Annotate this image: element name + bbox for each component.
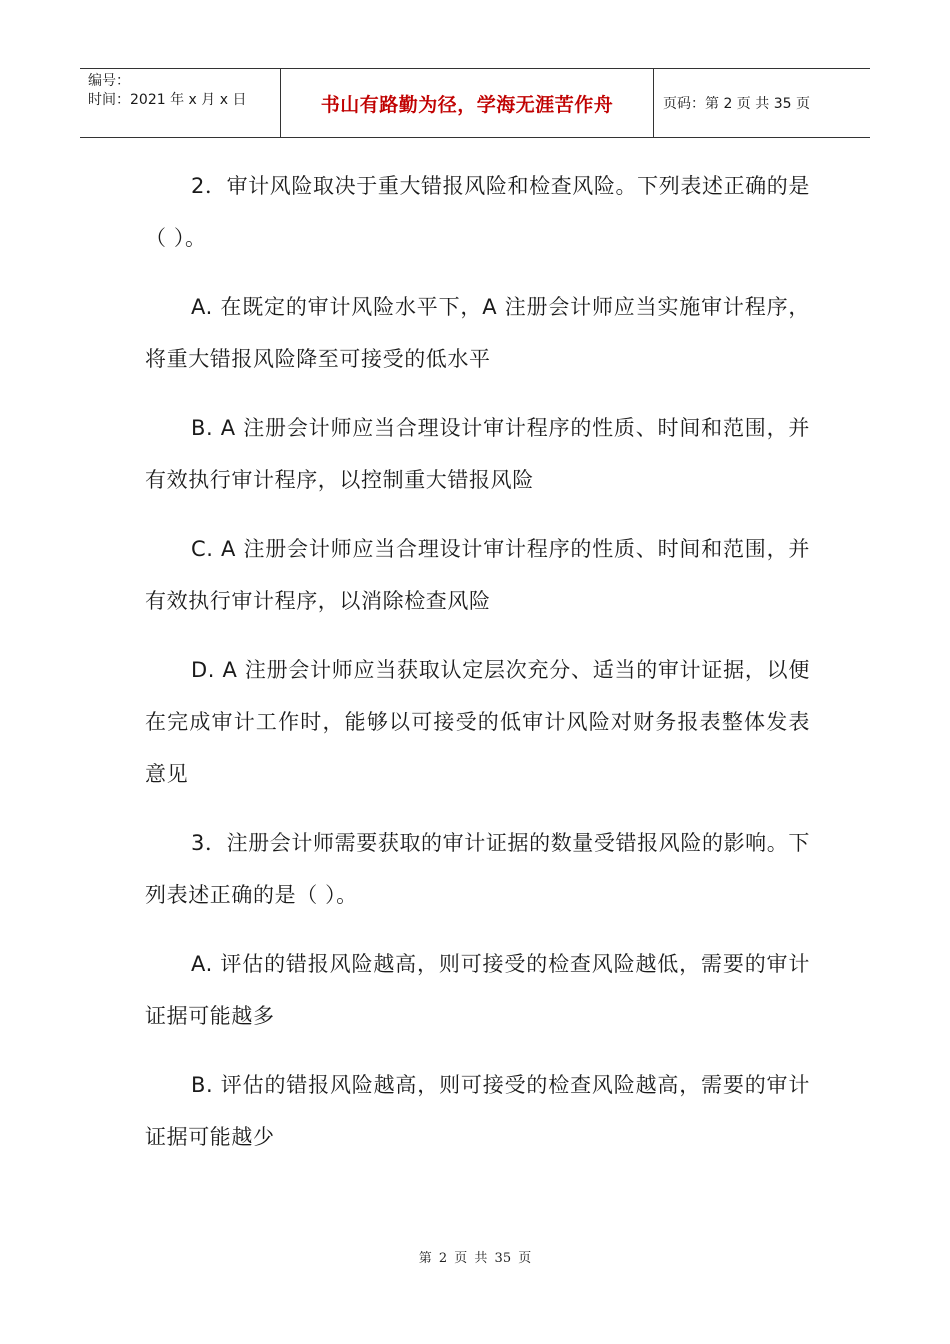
header-meta	[80, 69, 281, 137]
question-3-stem: 3．注册会计师需要获取的审计证据的数量受错报风险的影响。下列表述正确的是（ ）。	[145, 831, 810, 907]
document-body	[145, 160, 810, 1180]
page-footer: 第 2 页 共 35 页	[418, 1251, 532, 1266]
question-2-option-d: D. A 注册会计师应当获取认定层次充分、适当的审计证据，以便在完成审计工作时，能够以可接受的低审计风险对财务报表整体发表意见	[145, 658, 810, 786]
page-info: 页码：第 2 页 共 35 页	[663, 96, 810, 112]
header-page-info-cell	[654, 69, 870, 137]
question-3-option-b: B. 评估的错报风险越高，则可接受的检查风险越高，需要的审计证据可能越少	[145, 1073, 810, 1149]
time-label: 时间：2021 年 x 月 x 日	[88, 92, 247, 108]
question-3-option-a: A. 评估的错报风险越高，则可接受的检查风险越低，需要的审计证据可能越多	[145, 952, 810, 1028]
number-label: 编号：	[88, 73, 130, 89]
question-2-option-b: B. A 注册会计师应当合理设计审计程序的性质、时间和范围，并有效执行审计程序，以控制重大错报风险	[145, 416, 810, 492]
page-header	[80, 68, 870, 138]
header-motto-cell	[281, 69, 654, 137]
question-2-option-a: A. 在既定的审计风险水平下，A 注册会计师应当实施审计程序，将重大错报风险降至可接受的低水平	[145, 295, 810, 371]
question-2-option-c: C. A 注册会计师应当合理设计审计程序的性质、时间和范围，并有效执行审计程序，以消除检查风险	[145, 537, 810, 613]
motto: 书山有路勤为径，学海无涯苦作舟	[320, 93, 614, 116]
question-2-stem: 2．审计风险取决于重大错报风险和检查风险。下列表述正确的是（ ）。	[145, 174, 810, 250]
